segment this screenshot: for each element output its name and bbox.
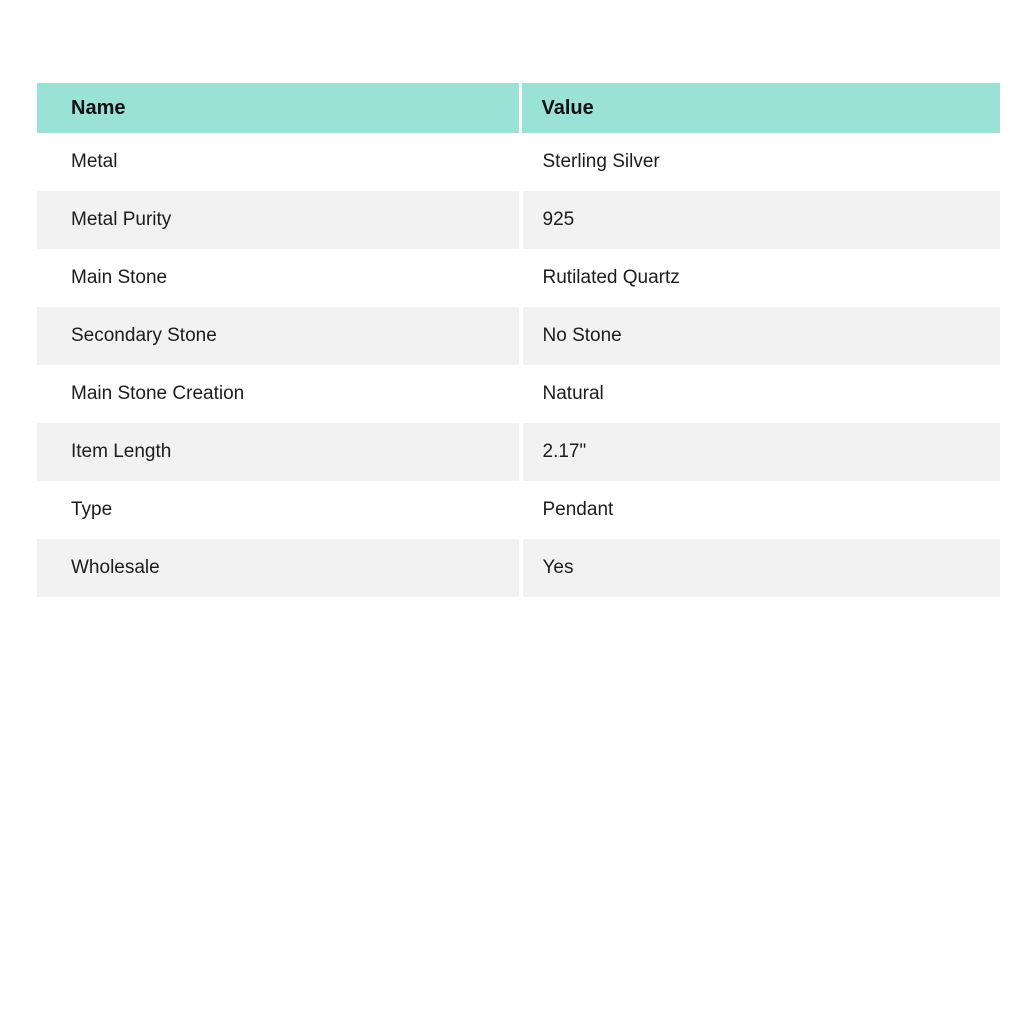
table-body: [37, 133, 1000, 597]
table-row: [37, 307, 1000, 365]
attribute-name-cell: Metal: [37, 133, 519, 191]
attribute-name-cell: Secondary Stone: [37, 307, 519, 365]
attribute-value-cell: Natural: [519, 365, 1001, 423]
column-header-value: Value: [519, 83, 1001, 133]
attribute-value-cell: No Stone: [519, 307, 1001, 365]
table-row: [37, 133, 1000, 191]
attribute-name-cell: Type: [37, 481, 519, 539]
attribute-name-cell: Item Length: [37, 423, 519, 481]
table-row: [37, 423, 1000, 481]
header-row: [37, 83, 1000, 133]
attribute-value-cell: Yes: [519, 539, 1001, 597]
attributes-table: [37, 83, 1000, 597]
attribute-value-cell: Sterling Silver: [519, 133, 1001, 191]
table-header: [37, 83, 1000, 133]
attribute-value-cell: Rutilated Quartz: [519, 249, 1001, 307]
attribute-name-cell: Main Stone Creation: [37, 365, 519, 423]
attribute-name-cell: Metal Purity: [37, 191, 519, 249]
column-header-name: Name: [37, 83, 519, 133]
table-row: [37, 191, 1000, 249]
table-row: [37, 481, 1000, 539]
attribute-value-cell: 2.17": [519, 423, 1001, 481]
table-row: [37, 539, 1000, 597]
attribute-name-cell: Main Stone: [37, 249, 519, 307]
attribute-name-cell: Wholesale: [37, 539, 519, 597]
table-row: [37, 249, 1000, 307]
table-row: [37, 365, 1000, 423]
attribute-value-cell: Pendant: [519, 481, 1001, 539]
attribute-value-cell: 925: [519, 191, 1001, 249]
